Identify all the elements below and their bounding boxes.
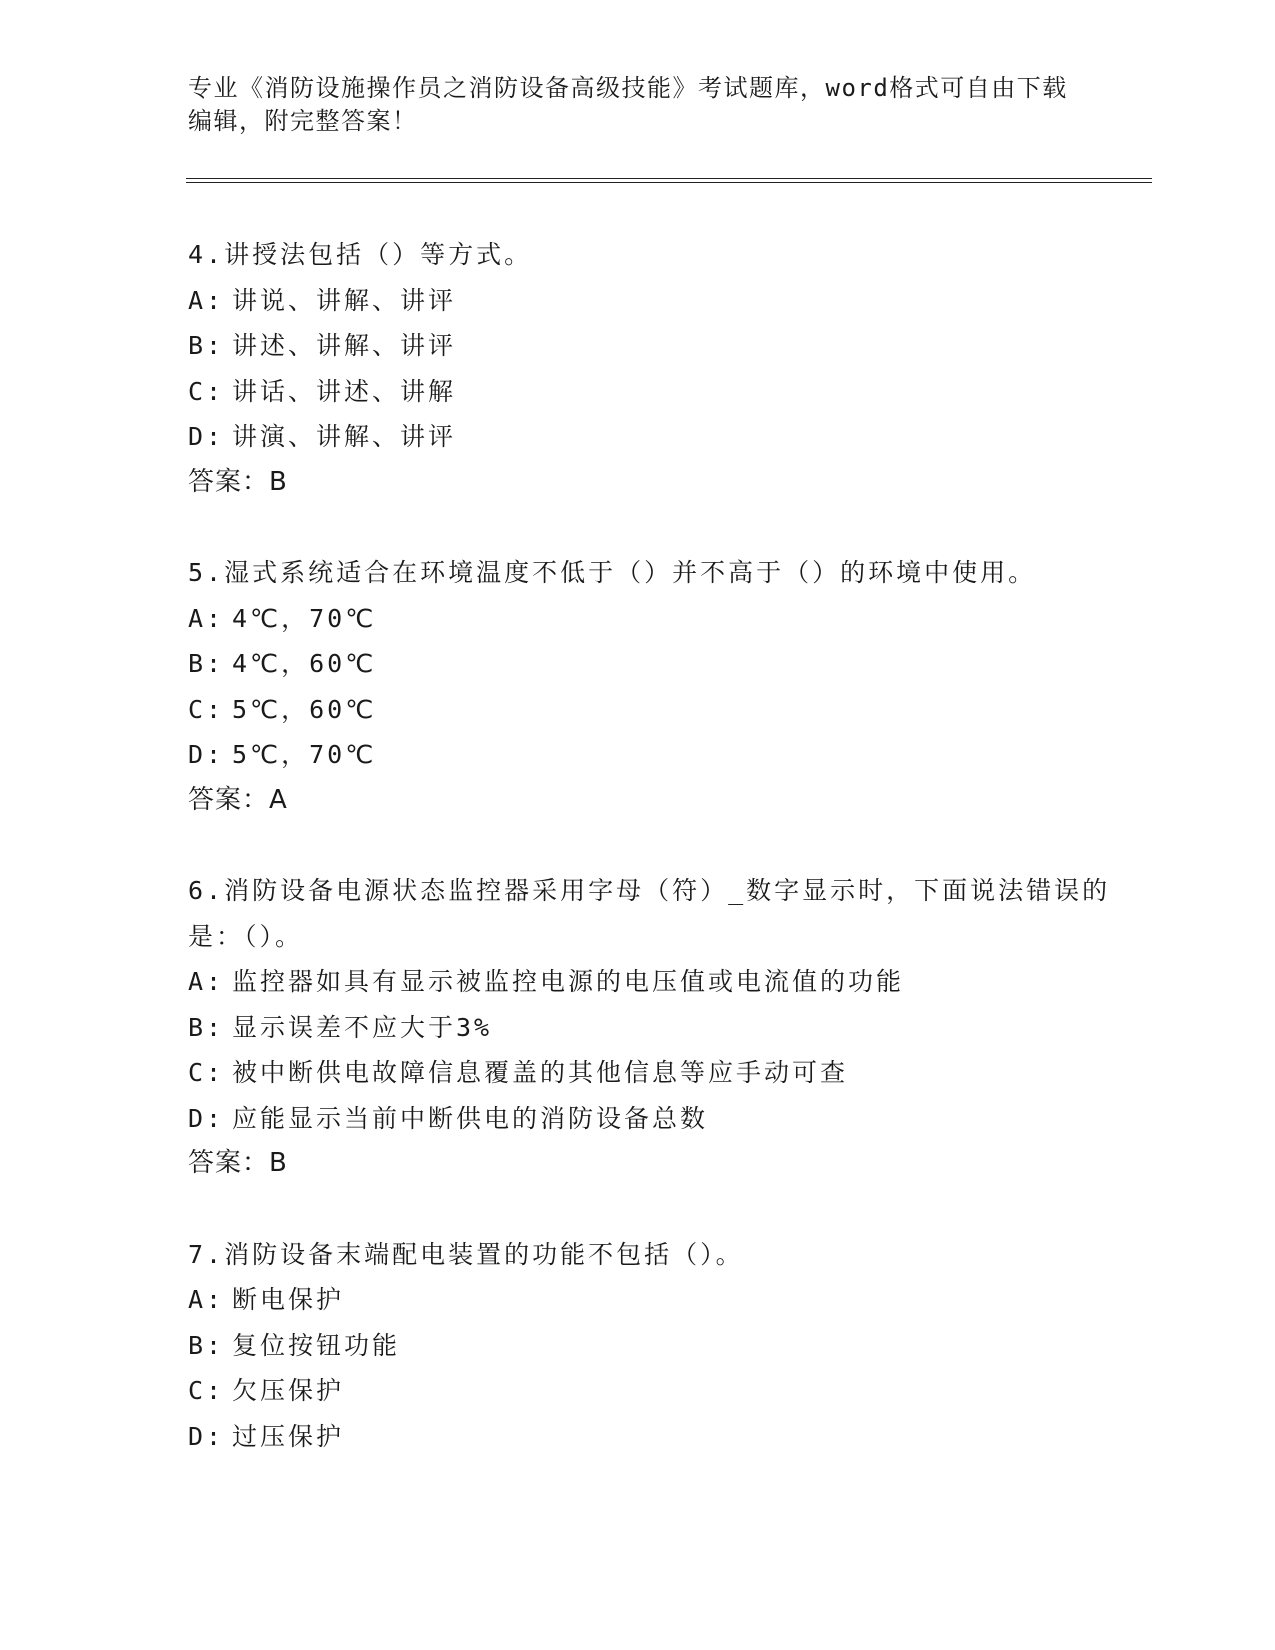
header-divider-bottom: [186, 182, 1152, 183]
question-7: [188, 1232, 1148, 1460]
answer-line: 答案：B: [188, 466, 288, 497]
option-text: 讲演、讲解、讲评: [232, 422, 457, 451]
option-a: [188, 959, 1148, 1005]
option-letter: A:: [188, 967, 225, 996]
option-text: 讲述、讲解、讲评: [232, 331, 457, 360]
option-letter: B:: [188, 649, 225, 678]
option-d: [188, 414, 1148, 460]
option-c: [188, 1050, 1148, 1096]
option-text: 监控器如具有显示被监控电源的电压值或电流值的功能: [232, 967, 905, 996]
option-letter: C:: [188, 376, 225, 406]
option-b: [188, 1005, 1148, 1051]
option-b: [188, 641, 1148, 687]
option-letter: B:: [188, 331, 225, 360]
option-letter: D:: [188, 422, 225, 451]
option-c: [188, 369, 1148, 415]
answer-line: 答案：A: [188, 784, 288, 815]
option-text: 断电保护: [232, 1285, 345, 1314]
option-text: 5℃，60℃: [232, 694, 377, 724]
option-letter: C:: [188, 694, 225, 724]
option-d: [188, 1096, 1148, 1142]
option-text: 欠压保护: [232, 1376, 345, 1405]
option-letter: D:: [188, 740, 225, 769]
option-text: 复位按钮功能: [232, 1330, 401, 1360]
answer-line: 答案：B: [188, 1148, 288, 1178]
question-6: [188, 868, 1148, 1187]
option-letter: D:: [188, 1421, 225, 1451]
option-letter: C:: [188, 1376, 225, 1405]
option-c: [188, 687, 1148, 733]
option-text: 5℃，70℃: [232, 740, 377, 769]
option-b: [188, 1323, 1148, 1369]
question-5: [188, 550, 1148, 823]
option-text: 讲话、讲述、讲解: [232, 376, 457, 406]
option-b: [188, 323, 1148, 369]
option-d: [188, 1414, 1148, 1460]
option-d: [188, 732, 1148, 778]
option-a: [188, 596, 1148, 642]
option-a: [188, 1277, 1148, 1323]
option-text: 4℃，70℃: [232, 603, 377, 633]
option-text: 4℃，60℃: [232, 649, 377, 678]
question-stem: 4.讲授法包括（）等方式。: [188, 240, 533, 269]
header-divider-top: [186, 178, 1152, 179]
question-stem: 5.湿式系统适合在环境温度不低于（）并不高于（）的环境中使用。: [188, 558, 1037, 587]
option-text: 过压保护: [232, 1421, 345, 1451]
question-4: [188, 232, 1148, 505]
option-text: 显示误差不应大于3%: [232, 1012, 493, 1042]
option-letter: B:: [188, 1330, 225, 1360]
question-list: [188, 232, 1148, 1504]
option-text: 讲说、讲解、讲评: [232, 285, 457, 315]
question-stem: 6.消防设备电源状态监控器采用字母（符）_数字显示时，下面说法错误的是：（）。: [188, 876, 1111, 951]
option-text: 应能显示当前中断供电的消防设备总数: [232, 1103, 709, 1133]
option-letter: A:: [188, 603, 225, 633]
option-c: [188, 1368, 1148, 1414]
option-letter: C:: [188, 1058, 225, 1087]
option-letter: A:: [188, 285, 225, 315]
option-letter: A:: [188, 1285, 225, 1314]
option-text: 被中断供电故障信息覆盖的其他信息等应手动可查: [232, 1058, 849, 1087]
document-header: 专业《消防设施操作员之消防设备高级技能》考试题库，word格式可自由下载编辑，附完整答案！: [188, 74, 1068, 135]
option-letter: B:: [188, 1012, 225, 1042]
option-letter: D:: [188, 1103, 225, 1133]
option-a: [188, 278, 1148, 324]
question-stem: 7.消防设备末端配电装置的功能不包括（）。: [188, 1239, 744, 1269]
